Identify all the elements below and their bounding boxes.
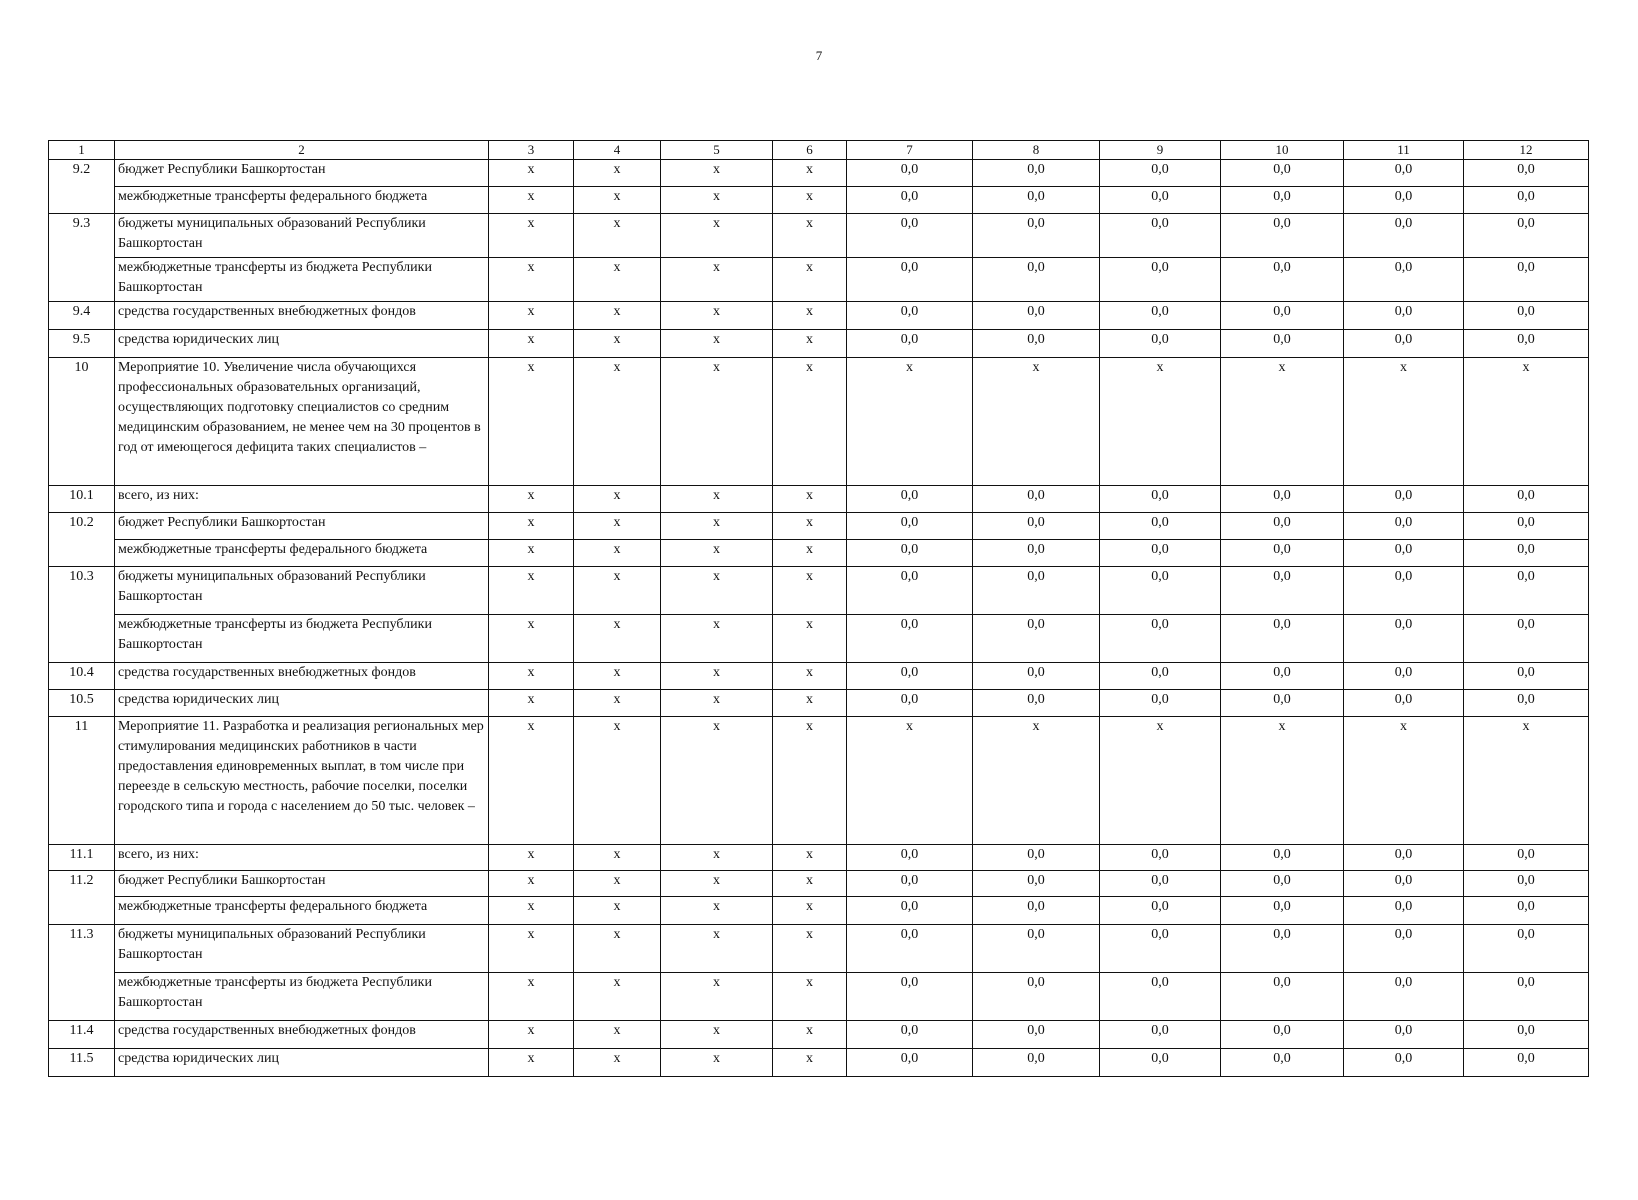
row-number: 11.4 xyxy=(49,1021,115,1049)
row-label: всего, из них: xyxy=(115,486,489,513)
table-row xyxy=(49,1021,1589,1049)
value-cell: 0,0 xyxy=(847,1049,973,1077)
value-cell: x xyxy=(773,845,847,871)
value-cell: 0,0 xyxy=(1344,1049,1464,1077)
value-cell: x xyxy=(661,973,773,1021)
value-cell: 0,0 xyxy=(1344,160,1464,187)
value-cell: x xyxy=(661,871,773,897)
value-cell: 0,0 xyxy=(1344,214,1464,258)
row-label: Мероприятие 11. Разработка и реализация региональных мер стимулирования медицинских работников в части предоставления единовременных выплат, в том числе при переезде в сельскую местность, рабочие поселки, поселки городского типа и города с населением до 50 тыс. человек – xyxy=(115,717,489,845)
value-cell: 0,0 xyxy=(847,302,973,330)
value-cell: x xyxy=(661,513,773,540)
value-cell: 0,0 xyxy=(1100,330,1221,358)
value-cell: 0,0 xyxy=(1464,845,1589,871)
value-cell: 0,0 xyxy=(973,925,1100,973)
row-label: межбюджетные трансферты из бюджета Республики Башкортостан xyxy=(115,973,489,1021)
row-number: 11.1 xyxy=(49,845,115,871)
row-label: бюджет Республики Башкортостан xyxy=(115,871,489,897)
value-cell: 0,0 xyxy=(847,160,973,187)
value-cell: 0,0 xyxy=(973,214,1100,258)
value-cell: 0,0 xyxy=(1100,486,1221,513)
row-label: бюджет Республики Башкортостан xyxy=(115,513,489,540)
value-cell: x xyxy=(773,513,847,540)
value-cell: x xyxy=(574,925,661,973)
value-cell: x xyxy=(574,258,661,302)
value-cell: x xyxy=(847,717,973,845)
value-cell: 0,0 xyxy=(847,925,973,973)
value-cell: x xyxy=(773,330,847,358)
value-cell: x xyxy=(773,302,847,330)
value-cell: x xyxy=(489,973,574,1021)
value-cell: 0,0 xyxy=(1464,302,1589,330)
value-cell: x xyxy=(661,663,773,690)
value-cell: x xyxy=(489,1049,574,1077)
value-cell: x xyxy=(661,302,773,330)
value-cell: 0,0 xyxy=(1221,187,1344,214)
value-cell: x xyxy=(574,1049,661,1077)
table-row xyxy=(49,358,1589,486)
value-cell: x xyxy=(661,486,773,513)
value-cell: x xyxy=(773,258,847,302)
value-cell: 0,0 xyxy=(1344,302,1464,330)
value-cell: 0,0 xyxy=(1100,513,1221,540)
row-number: 10.5 xyxy=(49,690,115,717)
value-cell: 0,0 xyxy=(1221,1049,1344,1077)
value-cell: x xyxy=(1464,358,1589,486)
value-cell: 0,0 xyxy=(973,845,1100,871)
table-row xyxy=(49,717,1589,845)
value-cell: 0,0 xyxy=(1221,302,1344,330)
row-label: средства юридических лиц xyxy=(115,330,489,358)
page-number: 7 xyxy=(815,48,823,63)
value-cell: x xyxy=(661,615,773,663)
value-cell: 0,0 xyxy=(973,486,1100,513)
value-cell: 0,0 xyxy=(973,1049,1100,1077)
column-header: 10 xyxy=(1221,141,1344,160)
value-cell: 0,0 xyxy=(973,540,1100,567)
value-cell: 0,0 xyxy=(1464,258,1589,302)
value-cell: x xyxy=(773,486,847,513)
value-cell: 0,0 xyxy=(1344,567,1464,615)
row-number: 11.5 xyxy=(49,1049,115,1077)
value-cell: 0,0 xyxy=(1464,1049,1589,1077)
value-cell: 0,0 xyxy=(1344,486,1464,513)
value-cell: x xyxy=(661,160,773,187)
column-header: 3 xyxy=(489,141,574,160)
row-label: межбюджетные трансферты из бюджета Республики Башкортостан xyxy=(115,615,489,663)
value-cell: x xyxy=(574,358,661,486)
table-row xyxy=(49,663,1589,690)
column-header: 8 xyxy=(973,141,1100,160)
value-cell: x xyxy=(773,897,847,925)
table-row xyxy=(49,897,1589,925)
value-cell: 0,0 xyxy=(973,160,1100,187)
row-number: 10.2 xyxy=(49,513,115,567)
value-cell: x xyxy=(489,925,574,973)
value-cell: x xyxy=(489,214,574,258)
value-cell: x xyxy=(489,160,574,187)
value-cell: x xyxy=(661,187,773,214)
row-label: межбюджетные трансферты из бюджета Республики Башкортостан xyxy=(115,258,489,302)
value-cell: x xyxy=(489,567,574,615)
value-cell: 0,0 xyxy=(1344,925,1464,973)
row-number: 9.2 xyxy=(49,160,115,214)
value-cell: 0,0 xyxy=(973,973,1100,1021)
value-cell: 0,0 xyxy=(847,513,973,540)
value-cell: 0,0 xyxy=(1100,690,1221,717)
value-cell: 0,0 xyxy=(847,845,973,871)
table-row xyxy=(49,214,1589,258)
value-cell: 0,0 xyxy=(1100,615,1221,663)
value-cell: x xyxy=(773,973,847,1021)
column-header: 2 xyxy=(115,141,489,160)
value-cell: x xyxy=(489,615,574,663)
row-number: 11.2 xyxy=(49,871,115,925)
value-cell: x xyxy=(661,330,773,358)
value-cell: 0,0 xyxy=(1344,1021,1464,1049)
value-cell: x xyxy=(661,567,773,615)
value-cell: x xyxy=(489,871,574,897)
value-cell: 0,0 xyxy=(1344,540,1464,567)
value-cell: 0,0 xyxy=(973,513,1100,540)
column-header: 7 xyxy=(847,141,973,160)
value-cell: 0,0 xyxy=(1100,567,1221,615)
value-cell: 0,0 xyxy=(1221,1021,1344,1049)
value-cell: 0,0 xyxy=(1344,690,1464,717)
row-label: бюджеты муниципальных образований Республики Башкортостан xyxy=(115,567,489,615)
value-cell: 0,0 xyxy=(847,663,973,690)
value-cell: 0,0 xyxy=(1464,540,1589,567)
value-cell: 0,0 xyxy=(1100,1049,1221,1077)
value-cell: 0,0 xyxy=(973,258,1100,302)
table-row xyxy=(49,1049,1589,1077)
value-cell: 0,0 xyxy=(973,1021,1100,1049)
value-cell: x xyxy=(489,513,574,540)
value-cell: x xyxy=(773,540,847,567)
value-cell: 0,0 xyxy=(973,897,1100,925)
value-cell: x xyxy=(661,258,773,302)
value-cell: 0,0 xyxy=(1464,663,1589,690)
value-cell: 0,0 xyxy=(1464,330,1589,358)
value-cell: x xyxy=(1464,717,1589,845)
value-cell: 0,0 xyxy=(1100,871,1221,897)
budget-table xyxy=(48,140,1589,1077)
value-cell: x xyxy=(661,358,773,486)
value-cell: 0,0 xyxy=(973,690,1100,717)
column-header: 9 xyxy=(1100,141,1221,160)
value-cell: 0,0 xyxy=(1464,214,1589,258)
value-cell: 0,0 xyxy=(1344,187,1464,214)
column-header: 11 xyxy=(1344,141,1464,160)
value-cell: x xyxy=(574,567,661,615)
table-row xyxy=(49,513,1589,540)
value-cell: 0,0 xyxy=(847,187,973,214)
value-cell: x xyxy=(574,690,661,717)
value-cell: 0,0 xyxy=(1221,690,1344,717)
value-cell: 0,0 xyxy=(973,330,1100,358)
value-cell: 0,0 xyxy=(1221,567,1344,615)
value-cell: x xyxy=(773,1049,847,1077)
value-cell: 0,0 xyxy=(1221,615,1344,663)
table-row xyxy=(49,615,1589,663)
value-cell: x xyxy=(1100,717,1221,845)
value-cell: x xyxy=(1100,358,1221,486)
value-cell: 0,0 xyxy=(1221,160,1344,187)
value-cell: 0,0 xyxy=(1221,973,1344,1021)
value-cell: x xyxy=(489,717,574,845)
row-number: 9.5 xyxy=(49,330,115,358)
row-number: 10.3 xyxy=(49,567,115,663)
value-cell: x xyxy=(661,690,773,717)
value-cell: 0,0 xyxy=(1344,330,1464,358)
table-row xyxy=(49,871,1589,897)
row-number: 11 xyxy=(49,717,115,845)
row-label: средства государственных внебюджетных фондов xyxy=(115,1021,489,1049)
value-cell: 0,0 xyxy=(1100,302,1221,330)
value-cell: x xyxy=(773,358,847,486)
row-number: 9.3 xyxy=(49,214,115,302)
value-cell: x xyxy=(773,925,847,973)
value-cell: 0,0 xyxy=(847,258,973,302)
column-header: 12 xyxy=(1464,141,1589,160)
value-cell: x xyxy=(574,663,661,690)
value-cell: 0,0 xyxy=(973,663,1100,690)
value-cell: x xyxy=(489,302,574,330)
value-cell: x xyxy=(661,717,773,845)
value-cell: 0,0 xyxy=(1100,663,1221,690)
value-cell: 0,0 xyxy=(1221,845,1344,871)
table-row xyxy=(49,973,1589,1021)
value-cell: x xyxy=(773,615,847,663)
value-cell: x xyxy=(489,663,574,690)
table-row xyxy=(49,690,1589,717)
table-row xyxy=(49,486,1589,513)
value-cell: 0,0 xyxy=(973,187,1100,214)
value-cell: 0,0 xyxy=(1100,258,1221,302)
row-number: 9.4 xyxy=(49,302,115,330)
value-cell: 0,0 xyxy=(1100,540,1221,567)
value-cell: x xyxy=(489,897,574,925)
value-cell: x xyxy=(773,214,847,258)
value-cell: x xyxy=(973,717,1100,845)
table-row xyxy=(49,330,1589,358)
value-cell: x xyxy=(1344,717,1464,845)
value-cell: x xyxy=(773,567,847,615)
value-cell: 0,0 xyxy=(847,214,973,258)
value-cell: 0,0 xyxy=(973,567,1100,615)
value-cell: 0,0 xyxy=(1464,925,1589,973)
row-label: бюджет Республики Башкортостан xyxy=(115,160,489,187)
value-cell: x xyxy=(773,663,847,690)
row-label: всего, из них: xyxy=(115,845,489,871)
value-cell: x xyxy=(661,925,773,973)
value-cell: 0,0 xyxy=(1344,845,1464,871)
value-cell: x xyxy=(773,871,847,897)
value-cell: x xyxy=(1221,717,1344,845)
value-cell: x xyxy=(661,897,773,925)
value-cell: x xyxy=(574,187,661,214)
value-cell: 0,0 xyxy=(1100,925,1221,973)
value-cell: 0,0 xyxy=(1100,160,1221,187)
value-cell: 0,0 xyxy=(1344,513,1464,540)
value-cell: 0,0 xyxy=(1100,897,1221,925)
value-cell: x xyxy=(489,187,574,214)
value-cell: x xyxy=(661,1021,773,1049)
value-cell: x xyxy=(489,358,574,486)
value-cell: x xyxy=(773,717,847,845)
value-cell: 0,0 xyxy=(1100,187,1221,214)
value-cell: x xyxy=(574,160,661,187)
value-cell: x xyxy=(489,258,574,302)
value-cell: x xyxy=(574,845,661,871)
value-cell: 0,0 xyxy=(1464,513,1589,540)
value-cell: 0,0 xyxy=(973,302,1100,330)
value-cell: 0,0 xyxy=(1464,567,1589,615)
column-header: 1 xyxy=(49,141,115,160)
value-cell: 0,0 xyxy=(1464,871,1589,897)
value-cell: x xyxy=(489,540,574,567)
row-number: 10.1 xyxy=(49,486,115,513)
row-label: межбюджетные трансферты федерального бюджета xyxy=(115,897,489,925)
value-cell: x xyxy=(773,187,847,214)
table-row xyxy=(49,258,1589,302)
value-cell: 0,0 xyxy=(973,615,1100,663)
row-label: средства юридических лиц xyxy=(115,690,489,717)
value-cell: x xyxy=(574,973,661,1021)
row-label: средства государственных внебюджетных фондов xyxy=(115,302,489,330)
row-label: межбюджетные трансферты федерального бюджета xyxy=(115,540,489,567)
value-cell: 0,0 xyxy=(1221,540,1344,567)
value-cell: 0,0 xyxy=(1100,845,1221,871)
value-cell: 0,0 xyxy=(1344,871,1464,897)
value-cell: 0,0 xyxy=(847,567,973,615)
value-cell: 0,0 xyxy=(847,1021,973,1049)
value-cell: 0,0 xyxy=(1221,897,1344,925)
table-row xyxy=(49,925,1589,973)
value-cell: 0,0 xyxy=(1221,214,1344,258)
table-row xyxy=(49,160,1589,187)
row-number: 10 xyxy=(49,358,115,486)
value-cell: 0,0 xyxy=(1100,1021,1221,1049)
value-cell: x xyxy=(489,330,574,358)
value-cell: 0,0 xyxy=(847,897,973,925)
value-cell: 0,0 xyxy=(1464,973,1589,1021)
value-cell: 0,0 xyxy=(1344,615,1464,663)
value-cell: 0,0 xyxy=(1464,187,1589,214)
value-cell: 0,0 xyxy=(847,486,973,513)
value-cell: x xyxy=(574,871,661,897)
value-cell: 0,0 xyxy=(1464,897,1589,925)
row-label: межбюджетные трансферты федерального бюджета xyxy=(115,187,489,214)
value-cell: 0,0 xyxy=(973,871,1100,897)
value-cell: 0,0 xyxy=(847,615,973,663)
value-cell: x xyxy=(661,845,773,871)
value-cell: x xyxy=(574,214,661,258)
value-cell: 0,0 xyxy=(1100,973,1221,1021)
value-cell: x xyxy=(489,1021,574,1049)
value-cell: 0,0 xyxy=(1464,690,1589,717)
value-cell: x xyxy=(661,540,773,567)
value-cell: x xyxy=(574,513,661,540)
row-label: средства государственных внебюджетных фондов xyxy=(115,663,489,690)
value-cell: 0,0 xyxy=(1221,258,1344,302)
value-cell: x xyxy=(773,1021,847,1049)
value-cell: x xyxy=(574,302,661,330)
value-cell: x xyxy=(847,358,973,486)
column-header: 6 xyxy=(773,141,847,160)
table-body xyxy=(49,141,1589,1077)
value-cell: 0,0 xyxy=(1221,513,1344,540)
row-label: бюджеты муниципальных образований Республики Башкортостан xyxy=(115,925,489,973)
value-cell: 0,0 xyxy=(1221,663,1344,690)
value-cell: x xyxy=(489,690,574,717)
table-row xyxy=(49,540,1589,567)
value-cell: 0,0 xyxy=(1464,160,1589,187)
row-label: бюджеты муниципальных образований Республики Башкортостан xyxy=(115,214,489,258)
value-cell: x xyxy=(574,897,661,925)
row-label: средства юридических лиц xyxy=(115,1049,489,1077)
value-cell: x xyxy=(1221,358,1344,486)
value-cell: 0,0 xyxy=(1344,663,1464,690)
row-label: Мероприятие 10. Увеличение числа обучающихся профессиональных образовательных организаций, осуществляющих подготовку специалистов со средним медицинским образованием, не менее чем на 30 процентов в год от имеющегося дефицита таких специалистов – xyxy=(115,358,489,486)
value-cell: x xyxy=(574,1021,661,1049)
value-cell: x xyxy=(574,540,661,567)
value-cell: x xyxy=(973,358,1100,486)
column-header: 5 xyxy=(661,141,773,160)
value-cell: x xyxy=(661,214,773,258)
value-cell: 0,0 xyxy=(1464,615,1589,663)
value-cell: x xyxy=(1344,358,1464,486)
value-cell: 0,0 xyxy=(847,540,973,567)
value-cell: 0,0 xyxy=(1344,897,1464,925)
value-cell: x xyxy=(773,690,847,717)
value-cell: 0,0 xyxy=(847,690,973,717)
row-number: 11.3 xyxy=(49,925,115,1021)
value-cell: x xyxy=(661,1049,773,1077)
value-cell: 0,0 xyxy=(1464,1021,1589,1049)
table-row xyxy=(49,187,1589,214)
table-row xyxy=(49,567,1589,615)
value-cell: 0,0 xyxy=(1221,486,1344,513)
table-row xyxy=(49,845,1589,871)
value-cell: 0,0 xyxy=(1221,925,1344,973)
row-number: 10.4 xyxy=(49,663,115,690)
value-cell: x xyxy=(773,160,847,187)
table-row xyxy=(49,302,1589,330)
value-cell: 0,0 xyxy=(1221,330,1344,358)
value-cell: 0,0 xyxy=(847,871,973,897)
value-cell: 0,0 xyxy=(1344,258,1464,302)
value-cell: x xyxy=(574,717,661,845)
column-header: 4 xyxy=(574,141,661,160)
value-cell: x xyxy=(489,845,574,871)
value-cell: 0,0 xyxy=(1464,486,1589,513)
value-cell: 0,0 xyxy=(1344,973,1464,1021)
value-cell: 0,0 xyxy=(847,973,973,1021)
value-cell: x xyxy=(574,615,661,663)
value-cell: 0,0 xyxy=(1100,214,1221,258)
value-cell: 0,0 xyxy=(1221,871,1344,897)
value-cell: x xyxy=(574,330,661,358)
value-cell: x xyxy=(489,486,574,513)
value-cell: 0,0 xyxy=(847,330,973,358)
value-cell: x xyxy=(574,486,661,513)
header-row xyxy=(49,141,1589,160)
